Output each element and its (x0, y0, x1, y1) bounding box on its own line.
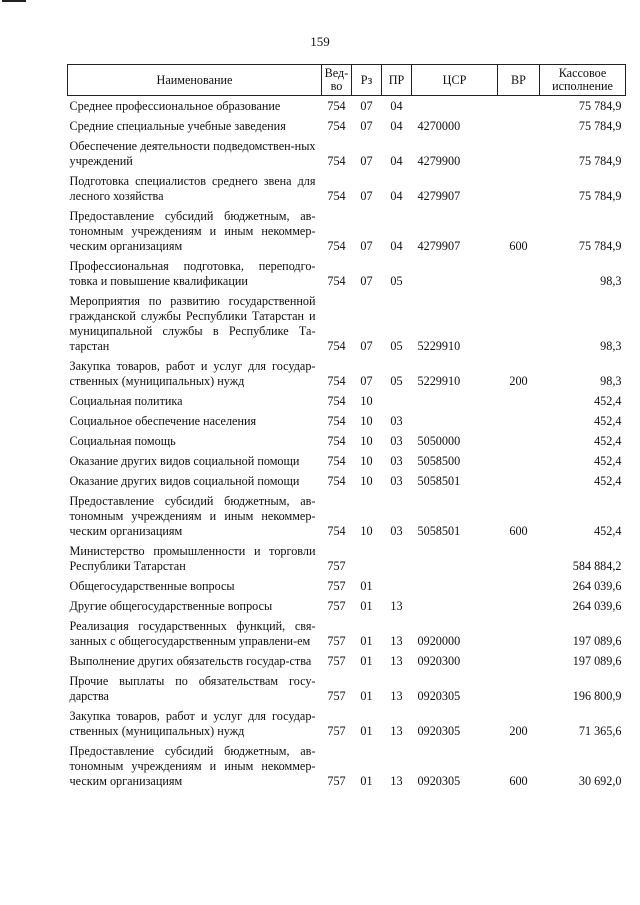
row-rz: 01 (360, 634, 373, 648)
row-name: Закупка товаров, работ и услуг для государ-ственных (муниципальных) нужд (69, 359, 316, 388)
row-name: Общегосударственные вопросы (69, 579, 235, 593)
row-rz: 07 (360, 154, 373, 168)
row-rz: 07 (360, 274, 373, 288)
row-name: Предоставление субсидий бюджетным, ав-тономным учреждениям и иным некоммер-ческим организациям (69, 209, 316, 253)
row-rz: 07 (360, 99, 373, 113)
row-vr (498, 291, 540, 356)
table-row (68, 671, 626, 706)
row-rz: 10 (360, 524, 373, 538)
row-name: Другие общегосударственные вопросы (69, 599, 273, 613)
row-csr: 5229910 (417, 339, 461, 353)
row-vr (498, 411, 540, 431)
table-row (68, 256, 626, 291)
row-amount: 452,4 (594, 474, 622, 488)
row-name: Средние специальные учебные заведения (69, 119, 286, 133)
row-rz: 07 (360, 189, 373, 203)
row-amount: 264 039,6 (572, 579, 622, 593)
row-amount: 75 784,9 (578, 239, 622, 253)
row-csr (412, 541, 498, 576)
row-name: Оказание других видов социальной помощи (69, 474, 300, 488)
row-ved: 754 (327, 474, 346, 488)
row-pr: 05 (390, 374, 403, 388)
row-amount: 75 784,9 (578, 189, 622, 203)
row-csr (412, 256, 498, 291)
row-rz: 10 (360, 434, 373, 448)
row-amount: 30 692,0 (578, 774, 622, 788)
table-row (68, 741, 626, 791)
row-csr: 5050000 (417, 434, 461, 448)
table-row (68, 391, 626, 411)
row-pr: 04 (390, 119, 403, 133)
row-vr (498, 596, 540, 616)
row-amount: 452,4 (594, 414, 622, 428)
row-name: Реализация государственных функций, свя-занных с общегосударственным управлени-ем (69, 619, 316, 648)
row-rz: 07 (360, 239, 373, 253)
row-rz: 01 (360, 774, 373, 788)
row-ved: 757 (327, 724, 346, 738)
row-vr (498, 431, 540, 451)
row-pr: 13 (390, 634, 403, 648)
row-ved: 754 (327, 394, 346, 408)
row-amount: 264 039,6 (572, 599, 622, 613)
table-row (68, 451, 626, 471)
table-row (68, 291, 626, 356)
row-name: Предоставление субсидий бюджетным, ав-тономным учреждениям и иным некоммер-ческим организациям (69, 744, 316, 788)
row-rz (352, 541, 382, 576)
row-name: Предоставление субсидий бюджетным, ав-тономным учреждениям и иным некоммер-ческим организациям (69, 494, 316, 538)
row-ved: 754 (327, 119, 346, 133)
row-rz: 10 (360, 414, 373, 428)
row-amount: 197 089,6 (572, 654, 622, 668)
row-vr: 600 (509, 524, 528, 538)
row-pr: 03 (390, 474, 403, 488)
row-csr (412, 411, 498, 431)
row-vr (498, 136, 540, 171)
header-amount: Кассовое исполнение (540, 65, 626, 96)
row-pr: 13 (390, 724, 403, 738)
row-vr (498, 451, 540, 471)
table-row (68, 171, 626, 206)
row-vr (498, 651, 540, 671)
row-amount: 98,3 (600, 374, 622, 388)
row-pr: 04 (390, 154, 403, 168)
table-row (68, 206, 626, 256)
row-amount: 75 784,9 (578, 154, 622, 168)
row-csr: 5058501 (417, 474, 461, 488)
header-csr: ЦСР (412, 65, 498, 96)
row-csr: 4279907 (417, 189, 461, 203)
row-csr (412, 96, 498, 117)
row-csr: 0920305 (417, 689, 461, 703)
row-csr: 5058501 (417, 524, 461, 538)
header-rz: Рз (352, 65, 382, 96)
row-ved: 754 (327, 189, 346, 203)
row-rz: 10 (360, 394, 373, 408)
table-row (68, 116, 626, 136)
row-ved: 754 (327, 374, 346, 388)
header-pr: ПР (382, 65, 412, 96)
row-vr (498, 96, 540, 117)
table-row (68, 136, 626, 171)
row-pr: 03 (390, 524, 403, 538)
row-ved: 754 (327, 239, 346, 253)
table-row (68, 431, 626, 451)
row-rz: 10 (360, 454, 373, 468)
row-csr: 4279900 (417, 154, 461, 168)
row-amount: 71 365,6 (578, 724, 622, 738)
table-body (68, 96, 626, 792)
row-ved: 754 (327, 274, 346, 288)
header-name: Наименование (68, 65, 322, 96)
row-csr: 0920000 (417, 634, 461, 648)
row-pr: 13 (390, 654, 403, 668)
row-vr: 200 (509, 374, 528, 388)
row-ved: 754 (327, 524, 346, 538)
row-amount: 452,4 (594, 394, 622, 408)
row-amount: 197 089,6 (572, 634, 622, 648)
row-pr: 03 (390, 454, 403, 468)
table-header-row (68, 65, 626, 96)
row-ved: 754 (327, 154, 346, 168)
row-pr: 03 (390, 414, 403, 428)
row-vr (498, 471, 540, 491)
table-row (68, 411, 626, 431)
table-row (68, 491, 626, 541)
table-row (68, 576, 626, 596)
row-csr (412, 576, 498, 596)
header-ved: Вед- во (322, 65, 352, 96)
row-name: Социальная политика (69, 394, 183, 408)
top-rule (2, 0, 26, 2)
table-row (68, 96, 626, 117)
row-rz: 10 (360, 474, 373, 488)
row-ved: 757 (327, 559, 346, 573)
row-vr (498, 391, 540, 411)
row-amount: 452,4 (594, 454, 622, 468)
row-amount: 98,3 (600, 339, 622, 353)
row-ved: 754 (327, 339, 346, 353)
row-name: Социальная помощь (69, 434, 176, 448)
row-rz: 07 (360, 119, 373, 133)
row-amount: 75 784,9 (578, 119, 622, 133)
row-csr: 4270000 (417, 119, 461, 133)
table-row (68, 596, 626, 616)
row-vr (498, 171, 540, 206)
table-row (68, 616, 626, 651)
row-ved: 757 (327, 579, 346, 593)
row-csr: 5229910 (417, 374, 461, 388)
row-ved: 754 (327, 434, 346, 448)
row-name: Выполнение других обязательств государ-ства (69, 654, 312, 668)
row-ved: 754 (327, 414, 346, 428)
row-pr: 03 (390, 434, 403, 448)
row-rz: 01 (360, 599, 373, 613)
row-pr: 04 (390, 189, 403, 203)
row-ved: 757 (327, 634, 346, 648)
row-name: Министерство промышленности и торговли Республики Татарстан (69, 544, 316, 573)
row-csr: 5058500 (417, 454, 461, 468)
row-pr: 04 (390, 99, 403, 113)
row-vr: 200 (509, 724, 528, 738)
row-ved: 754 (327, 99, 346, 113)
row-pr: 05 (390, 274, 403, 288)
row-vr (498, 671, 540, 706)
row-rz: 01 (360, 654, 373, 668)
row-csr: 4279907 (417, 239, 461, 253)
row-name: Профессиональная подготовка, переподго-товка и повышение квалификации (69, 259, 316, 288)
row-csr: 0920305 (417, 774, 461, 788)
row-pr: 05 (390, 339, 403, 353)
row-pr: 13 (390, 599, 403, 613)
row-rz: 07 (360, 374, 373, 388)
page-number: 159 (310, 34, 330, 49)
row-name: Мероприятия по развитию государственной гражданской службы Республики Татарстан и муниципальной службы в Республике Та-тарстан (69, 294, 316, 353)
row-pr: 04 (390, 239, 403, 253)
table-row (68, 356, 626, 391)
table-row (68, 471, 626, 491)
row-vr (498, 616, 540, 651)
row-amount: 98,3 (600, 274, 622, 288)
row-ved: 757 (327, 599, 346, 613)
row-amount: 75 784,9 (578, 99, 622, 113)
row-ved: 757 (327, 654, 346, 668)
row-name: Закупка товаров, работ и услуг для государ-ственных (муниципальных) нужд (69, 709, 316, 738)
row-name: Прочие выплаты по обязательствам госу-дарства (69, 674, 316, 703)
budget-table (67, 64, 626, 791)
row-csr (412, 391, 498, 411)
row-pr (382, 541, 412, 576)
row-amount: 452,4 (594, 524, 622, 538)
row-name: Среднее профессиональное образование (69, 99, 281, 113)
row-name: Социальное обеспечение населения (69, 414, 257, 428)
row-vr (498, 116, 540, 136)
row-csr (412, 596, 498, 616)
row-amount: 452,4 (594, 434, 622, 448)
row-name: Оказание других видов социальной помощи (69, 454, 300, 468)
row-vr (498, 541, 540, 576)
table-row (68, 541, 626, 576)
row-rz: 01 (360, 724, 373, 738)
row-rz: 01 (360, 579, 373, 593)
row-vr (498, 576, 540, 596)
row-vr: 600 (509, 774, 528, 788)
row-rz: 01 (360, 689, 373, 703)
row-name: Обеспечение деятельности подведомствен-ных учреждений (69, 139, 316, 168)
table-row (68, 651, 626, 671)
header-vr: ВР (498, 65, 540, 96)
row-name: Подготовка специалистов среднего звена для лесного хозяйства (69, 174, 316, 203)
row-pr: 13 (390, 774, 403, 788)
row-vr: 600 (509, 239, 528, 253)
table-row (68, 706, 626, 741)
row-vr (498, 256, 540, 291)
row-rz: 07 (360, 339, 373, 353)
row-amount: 196 800,9 (572, 689, 622, 703)
row-amount: 584 884,2 (572, 559, 622, 573)
row-ved: 757 (327, 774, 346, 788)
row-pr (382, 391, 412, 411)
row-ved: 754 (327, 454, 346, 468)
row-csr: 0920300 (417, 654, 461, 668)
row-pr: 13 (390, 689, 403, 703)
row-pr (382, 576, 412, 596)
row-ved: 757 (327, 689, 346, 703)
row-csr: 0920305 (417, 724, 461, 738)
